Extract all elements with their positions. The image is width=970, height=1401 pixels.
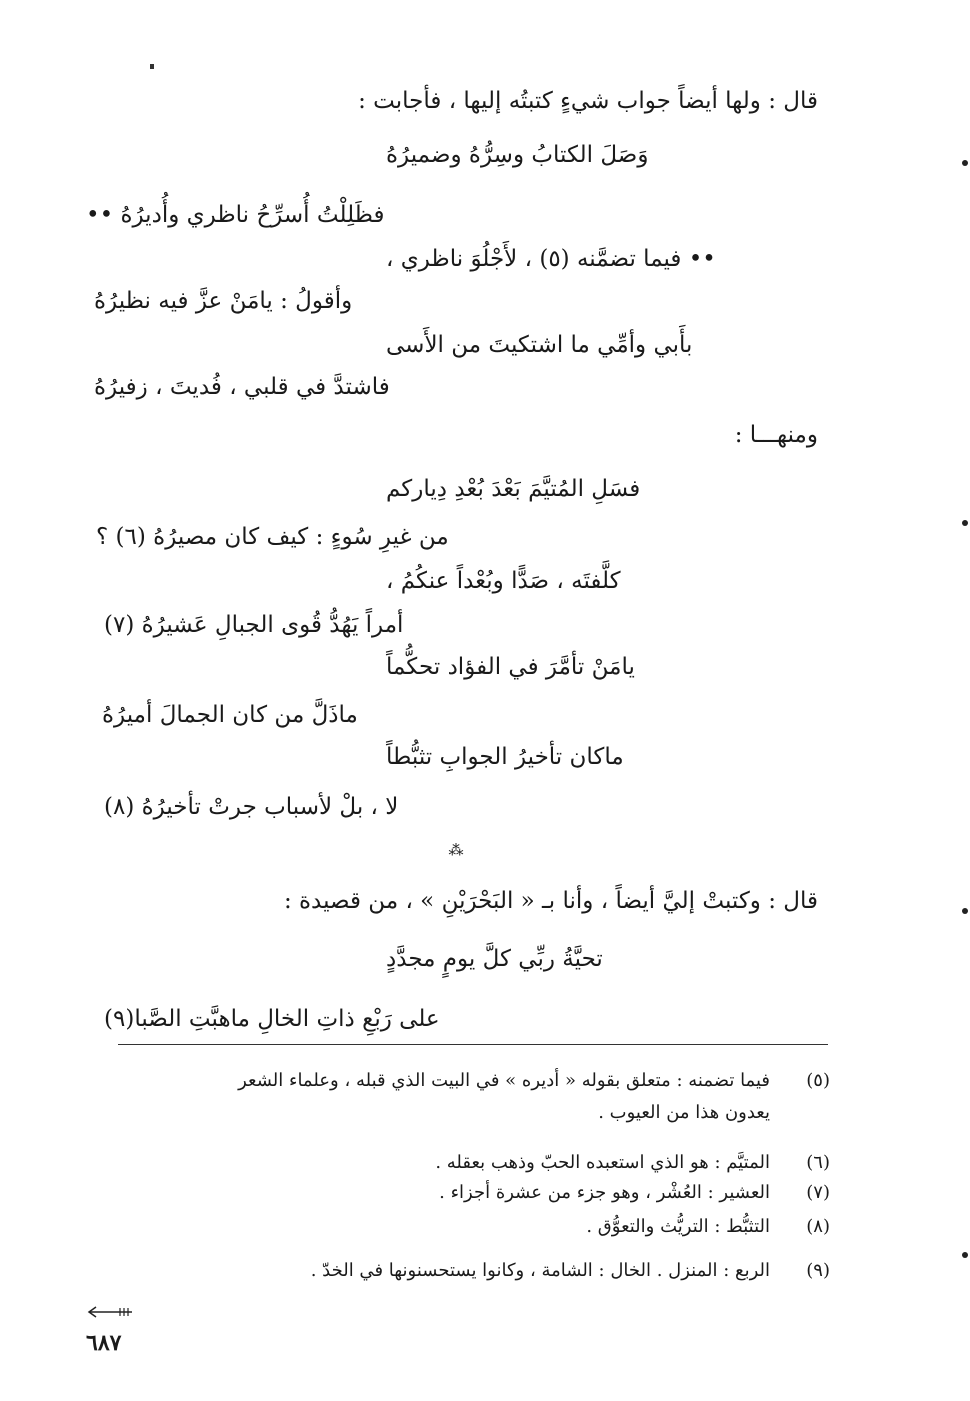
- footnote-number: (٨): [806, 1216, 830, 1237]
- footnote-text: المتيَّم : هو الذي استعبده الحبّ وذهب بعقله .: [435, 1152, 770, 1173]
- footnote-number: (٧): [806, 1182, 830, 1203]
- section-separator-stars: ⁂: [448, 841, 464, 859]
- footnote-text: فيما تضمنه : متعلق بقوله « أديره » في البيت الذي قبله ، وعلماء الشعر: [238, 1070, 770, 1091]
- verse-7-first-hemistich: ماكان تأخيرُ الجوابِ تثبُّطاً: [386, 744, 624, 770]
- verse-1-second-hemistich: فظَلِلْتُ أُسرِّحُ ناظري وأُديرُهُ ••: [86, 202, 385, 228]
- verse-8-first-hemistich: تحيَّةُ ربِّي كلَّ يومٍ مجدَّدٍ: [386, 946, 603, 972]
- footnote-number: (٥): [806, 1070, 830, 1091]
- footnote-text: الربع : المنزل . الخال : الشامة ، وكانوا يستحسنونها في الخدّ .: [310, 1260, 770, 1281]
- intro-line-2: ومنهـــا :: [734, 422, 818, 448]
- speck-mark: [150, 64, 154, 69]
- margin-mark: [962, 908, 968, 914]
- footnote-text: يعدون هذا من العيوب .: [598, 1102, 770, 1123]
- verse-7-second-hemistich: لا ، بلْ لأسباب جرتْ تأخيرُهُ (٨): [104, 794, 399, 820]
- verse-6-second-hemistich: ماذَلَّ من كان الجمالَ أميرُهُ: [102, 702, 358, 728]
- verse-5-first-hemistich: كلَّفتَه ، صَدًّا وبُعْداً عنكُمُ ،: [386, 568, 621, 594]
- verse-4-second-hemistich: من غيرِ سُوءٍ : كيف كان مصيرُهُ (٦) ؟: [96, 524, 449, 550]
- intro-line-3: قال : وكتبتْ إليَّ أيضاً ، وأنا بـ « البَحْرَيْنِ » ، من قصيدة :: [283, 888, 818, 914]
- verse-1-first-hemistich: وَصَلَ الكتابُ وسِرُّهُ وضميرُهُ: [386, 142, 649, 168]
- verse-4-first-hemistich: فسَلِ المُتيَّمَ بَعْدَ بُعْدِ دِياركم: [386, 476, 641, 502]
- margin-mark: [962, 1252, 968, 1258]
- footnote-text: التثبُّط : التريُّث والتعوُّق .: [586, 1216, 770, 1237]
- footnote-number: (٩): [806, 1260, 830, 1281]
- verse-2-second-hemistich: وأقولُ : يامَنْ عزَّ فيه نظيرُهُ: [94, 288, 353, 314]
- verse-3-first-hemistich: بأَبي وأمِّي ما اشتكيتَ من الأَسى: [386, 332, 693, 358]
- verse-6-first-hemistich: يامَنْ تأمَّرَ في الفؤاد تحكُّماً: [386, 654, 635, 680]
- page-number: ٦٨٧: [86, 1330, 122, 1356]
- continuation-arrow-icon: [86, 1306, 134, 1318]
- margin-mark: [962, 520, 968, 526]
- verse-3-second-hemistich: فاشتدَّ في قلبي ، فُديتَ ، زفيرُهُ: [94, 374, 390, 400]
- footnote-text: العشير : العُشْر ، وهو جزء من عشرة أجزاء .: [439, 1182, 770, 1203]
- margin-mark: [962, 160, 968, 166]
- footnote-separator: [118, 1044, 828, 1045]
- verse-8-second-hemistich: على رَبْعِ ذاتِ الخالِ ماهبَّتِ الصَّبا(٩): [104, 1006, 440, 1032]
- footnote-number: (٦): [806, 1152, 830, 1173]
- verse-5-second-hemistich: أمراً يَهُدُّ قُوى الجبالِ عَشيرُهُ (٧): [104, 612, 404, 638]
- intro-line-1: قال : ولها أيضاً جواب شيءٍ كتبتُه إليها ، فأجابت :: [358, 88, 818, 114]
- verse-2-first-hemistich: •• فيما تضمَّنه (٥) ، لأَجْلُوَ ناظري ،: [386, 246, 716, 272]
